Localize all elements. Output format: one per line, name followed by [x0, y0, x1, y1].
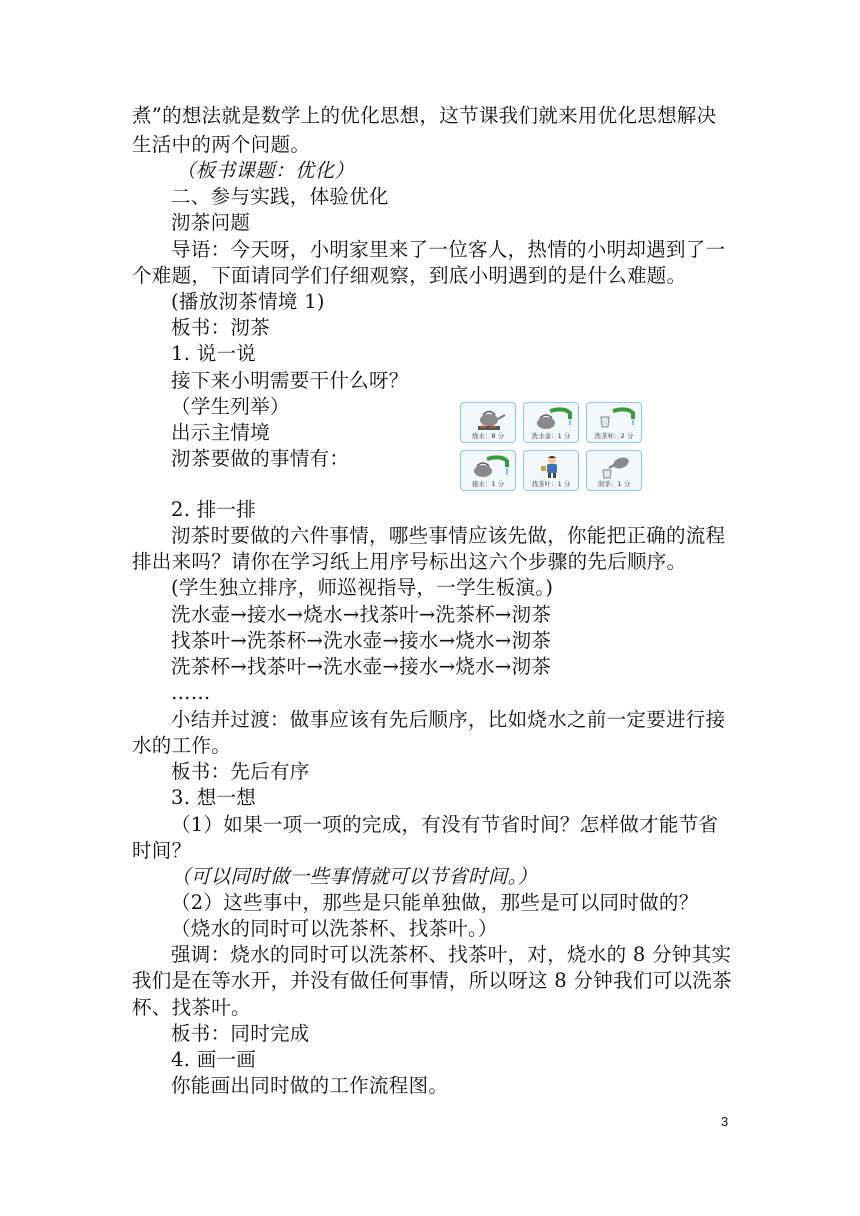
page-number: 3	[721, 1114, 729, 1129]
paragraph-line: 接下来小明需要干什么呀？	[171, 369, 409, 392]
subsection-heading: 沏茶问题	[171, 211, 251, 234]
board-note: 板书：先后有序	[171, 760, 310, 783]
wash-cup-icon	[587, 407, 643, 431]
task-card-label: 沏茶：1 分	[597, 480, 631, 488]
paragraph-line: 我们是在等水开，并没有做任何事情，所以呀这 8 分钟我们可以洗茶	[132, 969, 732, 992]
sequence-line: 找茶叶→洗茶杯→洗水壶→接水→烧水→沏茶	[171, 629, 552, 652]
step-heading: 4. 画一画	[171, 1048, 257, 1071]
find-tea-icon	[524, 455, 580, 479]
task-card-label: 洗水壶：1 分	[531, 432, 571, 440]
task-card	[460, 450, 516, 491]
kettle-on-stove-icon	[461, 407, 517, 431]
paragraph-line: 强调：烧水的同时可以洗茶杯、找茶叶，对，烧水的 8 分钟其实	[171, 943, 732, 966]
answer-note: （烧水的同时可以洗茶杯、找茶叶。）	[171, 917, 498, 940]
brew-tea-icon	[587, 455, 643, 479]
paragraph-line: (学生独立排序，师巡视指导，一学生板演。)	[171, 576, 554, 599]
paragraph-line: 煮”的想法就是数学上的优化思想，这节课我们就来用优化思想解决	[132, 104, 717, 127]
paragraph-line: 导语：今天呀，小明家里来了一位客人，热情的小明却遇到了一	[171, 238, 726, 261]
task-card-label: 找茶叶：1 分	[531, 480, 571, 488]
step-heading: 1. 说一说	[171, 342, 257, 365]
tea-task-cards	[460, 402, 642, 492]
task-card	[460, 402, 516, 443]
task-card	[523, 450, 579, 491]
task-card	[586, 450, 642, 491]
task-card-label: 烧水：8 分	[471, 432, 505, 440]
paragraph-line: 时间？	[132, 839, 192, 862]
paragraph-line: 出示主情境	[171, 421, 271, 444]
paragraph-line: 生活中的两个问题。	[132, 133, 311, 156]
section-heading: 二、参与实践，体验优化	[171, 185, 389, 208]
board-note: 板书：同时完成	[171, 1022, 310, 1045]
fill-water-icon	[461, 455, 517, 479]
paragraph-line: （学生列举）	[171, 395, 290, 418]
ellipsis: ……	[171, 681, 211, 704]
paragraph-line: 你能画出同时做的工作流程图。	[171, 1074, 449, 1097]
paragraph-line: （2）这些事中，那些是只能单独做，那些是可以同时做的？	[171, 891, 699, 914]
board-note: 板书：沏茶	[171, 316, 271, 339]
paragraph-line: 小结并过渡：做事应该有先后顺序，比如烧水之前一定要进行接	[171, 708, 726, 731]
sequence-line: 洗茶杯→找茶叶→洗水壶→接水→烧水→沏茶	[171, 655, 552, 678]
paragraph-line: 沏茶要做的事情有：	[171, 447, 350, 470]
answer-note: （可以同时做一些事情就可以节省时间。）	[171, 865, 538, 888]
task-card	[586, 402, 642, 443]
paragraph-line: （1）如果一项一项的完成，有没有节省时间？怎样做才能节省	[171, 813, 719, 836]
board-note: （板书课题：优化）	[176, 159, 355, 182]
task-card-label: 接水：1 分	[471, 480, 505, 488]
paragraph-line: 个难题，下面请同学们仔细观察，到底小明遇到的是什么难题。	[132, 264, 687, 287]
sequence-line: 洗水壶→接水→烧水→找茶叶→洗茶杯→沏茶	[171, 603, 552, 626]
step-heading: 3. 想一想	[171, 786, 257, 809]
paragraph-line: 水的工作。	[132, 734, 232, 757]
paragraph-line: 沏茶时要做的六件事情，哪些事情应该先做，你能把正确的流程	[171, 524, 726, 547]
wash-kettle-icon	[524, 407, 580, 431]
paragraph-line: (播放沏茶情境 1)	[171, 290, 325, 313]
step-heading: 2. 排一排	[171, 498, 257, 521]
paragraph-line: 排出来吗？请你在学习纸上用序号标出这六个步骤的先后顺序。	[132, 550, 687, 573]
task-card	[523, 402, 579, 443]
paragraph-line: 杯、找茶叶。	[132, 996, 251, 1019]
task-card-label: 洗茶杯：2 分	[594, 432, 634, 440]
